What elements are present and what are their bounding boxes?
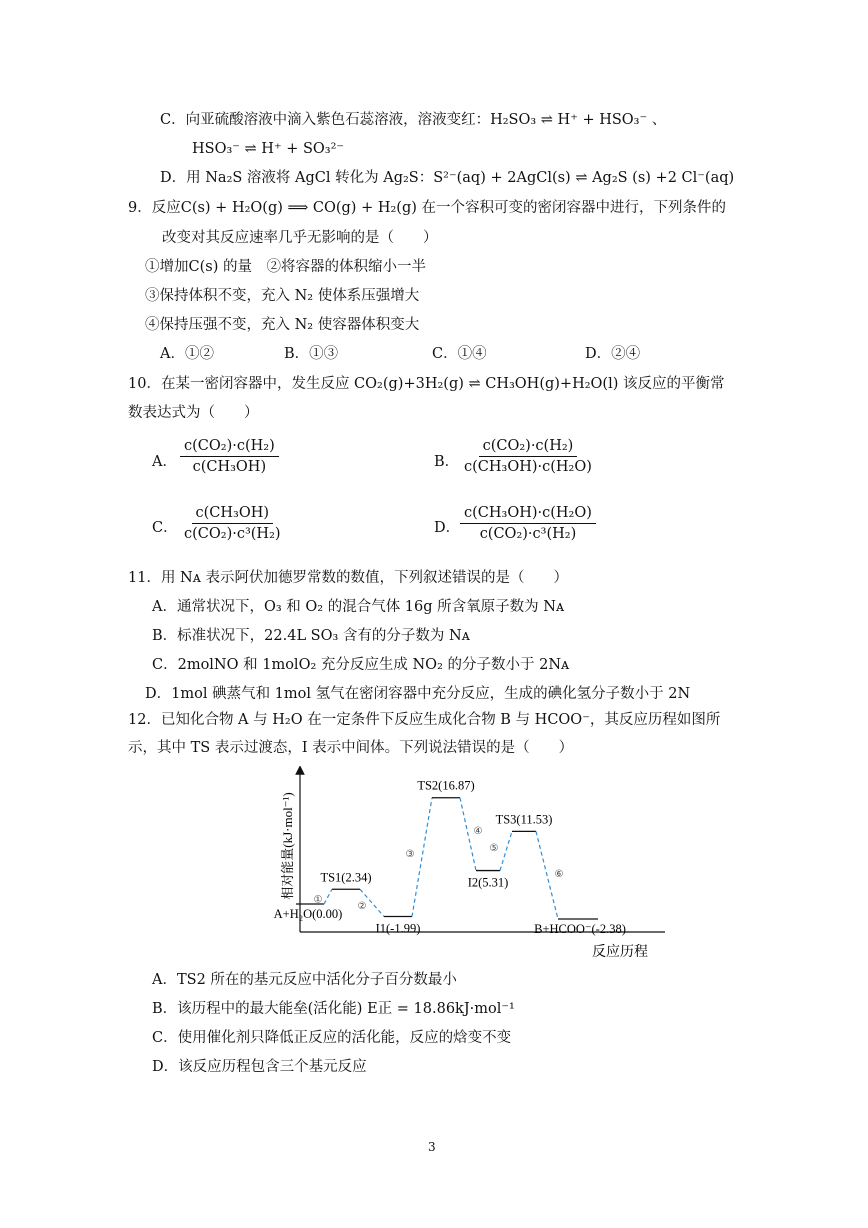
q10-option-b-label: B．: [434, 454, 460, 470]
q10-option-a-numerator: c(CO₂)·c(H₂): [180, 438, 279, 457]
energy-level-label-3: TS2(16.87): [417, 778, 475, 793]
q10-option-c-denominator: c(CO₂)·c³(H₂): [184, 526, 281, 542]
q8-c-equation-1: H₂SO₃ ⇌ H⁺ + HSO₃⁻ 、: [490, 112, 667, 128]
q11-option-d: D．1mol 碘蒸气和 1mol 氢气在密闭容器中充分反应，生成的碘化氢分子数小于 2N: [145, 686, 691, 702]
q12-option-a: A．TS2 所在的基元反应中活化分子百分数最小: [152, 972, 457, 988]
q10-option-b-numerator: c(CO₂)·c(H₂): [479, 438, 578, 457]
q9-item-2: ③保持体积不变，充入 N₂ 使体系压强增大: [145, 288, 420, 304]
energy-level-label-6: B+HCOO⁻(-2.38): [534, 921, 626, 936]
step-label-2: ②: [357, 900, 367, 912]
step-label-6: ⑥: [554, 869, 564, 881]
q11-stem: 11．用 Nᴀ 表示阿伏加德罗常数的数值，下列叙述错误的是（ ）: [128, 570, 569, 586]
q12-option-b: B．该历程中的最大能垒(活化能) E正 = 18.86kJ·mol⁻¹: [152, 1001, 515, 1017]
q10-stem-2: 数表达式为（ ）: [128, 405, 259, 421]
q8-c-text: [160, 110, 666, 130]
step-label-3: ③: [405, 849, 415, 861]
q12-option-d: D．该反应历程包含三个基元反应: [152, 1059, 367, 1075]
q8-d-label: D．用 Na₂S 溶液将 AgCl 转化为 Ag₂S：: [160, 170, 434, 186]
transition-line-1: [324, 889, 332, 904]
q11-option-b: B．标准状况下，22.4L SO₃ 含有的分子数为 Nᴀ: [152, 628, 470, 644]
transition-line-3: [412, 798, 432, 917]
q8-c-equation-2: HSO₃⁻ ⇌ H⁺ + SO₃²⁻: [192, 141, 345, 157]
q10-option-c-numerator: c(CH₃OH): [192, 505, 274, 524]
q10-option-c-label: C．: [152, 520, 178, 536]
q9-item-3: ④保持压强不变，充入 N₂ 使容器体积变大: [145, 317, 420, 333]
q10-option-c-fraction: [180, 505, 285, 542]
energy-level-label-5: TS3(11.53): [495, 812, 553, 827]
q12-stem-1: 12．已知化合物 A 与 H₂O 在一定条件下反应生成化合物 B 与 HCOO⁻，其反应历程如图所: [128, 712, 721, 728]
q9-option-a: A．①②: [160, 346, 214, 362]
step-label-4: ④: [473, 826, 483, 838]
q9-option-d: D．②④: [585, 346, 641, 362]
energy-level-label-2: I1(-1.99): [375, 921, 421, 936]
q8-d-equation: S²⁻(aq) + 2AgCl(s) ⇌ Ag₂S (s) +2 Cl⁻(aq): [433, 170, 735, 186]
q9-stem-1: 9．反应C(s) + H₂O(g) ⟹ CO(g) + H₂(g) 在一个容积可变的密闭容器中进行，下列条件的: [128, 200, 726, 216]
q9-option-b: B．①③: [284, 346, 339, 362]
x-axis-label: 反应历程: [592, 945, 648, 960]
q10-option-a-label: A．: [152, 454, 177, 470]
q8-c-label: C．向亚硫酸溶液中滴入紫色石蕊溶液，溶液变红：: [160, 112, 491, 128]
q12-option-c: C．使用催化剂只降低正反应的活化能，反应的焓变不变: [152, 1030, 512, 1046]
q11-option-c: C．2molNO 和 1molO₂ 充分反应生成 NO₂ 的分子数小于 2Nᴀ: [152, 657, 570, 673]
q10-option-a-denominator: c(CH₃OH): [192, 459, 267, 475]
q9-option-c: C．①④: [432, 346, 487, 362]
q10-stem-1: 10．在某一密闭容器中，发生反应 CO₂(g)+3H₂(g) ⇌ CH₃OH(g)+H₂O(l) 该反应的平衡常: [128, 376, 725, 392]
energy-level-label-4: I2(5.31): [467, 875, 509, 890]
q10-option-d-numerator: c(CH₃OH)·c(H₂O): [460, 505, 596, 524]
q10-option-d-label: D．: [434, 520, 461, 536]
q10-option-b-denominator: c(CH₃OH)·c(H₂O): [464, 459, 592, 475]
q9-item-1: ①增加C(s) 的量 ②将容器的体积缩小一半: [145, 259, 426, 275]
y-axis-label: 相对能量(kJ·mol⁻¹): [280, 792, 295, 900]
step-label-1: ①: [313, 894, 323, 906]
q10-option-d-fraction: [460, 505, 596, 542]
q10-option-a-fraction: [180, 438, 279, 475]
q11-option-a: A．通常状况下，O₃ 和 O₂ 的混合气体 16g 所含氧原子数为 Nᴀ: [152, 599, 565, 615]
page-number: 3: [428, 1140, 436, 1154]
energy-level-label-0: A+H₂O(0.00): [273, 907, 343, 921]
energy-level-label-1: TS1(2.34): [320, 870, 372, 885]
transition-line-5: [500, 831, 512, 870]
energy-profile-chart: [270, 766, 670, 966]
q8-d-text: [160, 168, 734, 188]
step-label-5: ⑤: [489, 842, 499, 854]
q12-stem-2: 示，其中 TS 表示过渡态，I 表示中间体。下列说法错误的是（ ）: [128, 740, 574, 756]
q10-option-b-fraction: [460, 438, 596, 475]
q9-stem-2: 改变对其反应速率几乎无影响的是（ ）: [162, 230, 438, 246]
q10-option-d-denominator: c(CO₂)·c³(H₂): [479, 526, 577, 542]
